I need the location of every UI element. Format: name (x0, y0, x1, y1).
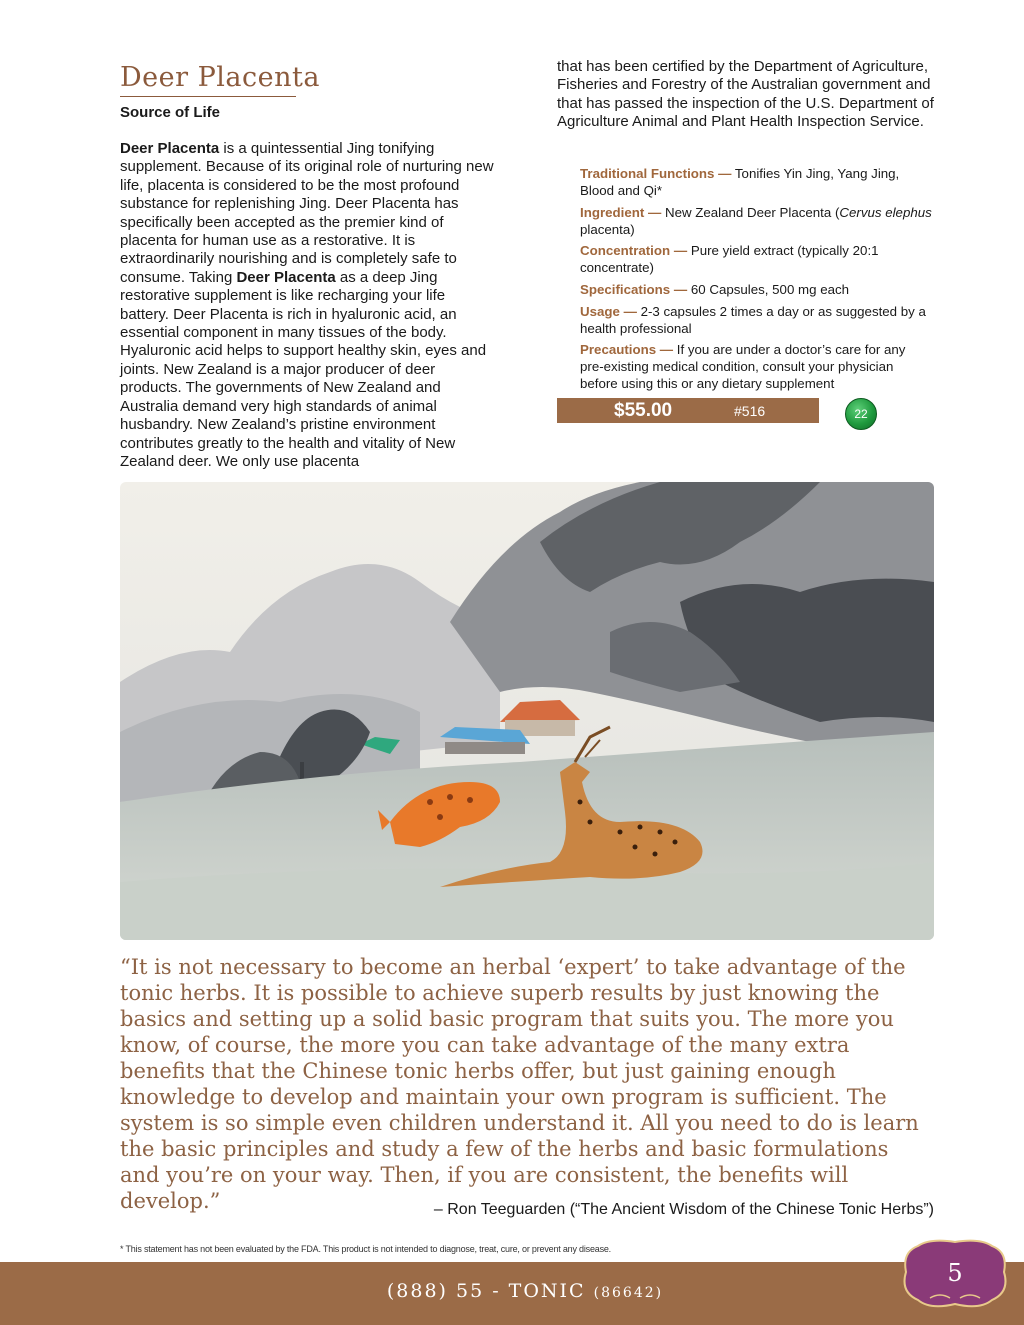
spec-specifications (580, 282, 932, 299)
quote-attribution: – Ron Teeguarden (“The Ancient Wisdom of the Chinese Tonic Herbs”) (433, 1201, 934, 1218)
spec-value: placenta) (580, 221, 635, 237)
description-text-2: as a deep Jing restorative supplement is like recharging your life battery. Deer Placenta is rich in hyaluronic acid, an essential component in many tissues of the body. Hyaluronic acid helps to support healthy skin, eyes and joints. New Zealand is a major producer of deer products. The governments of New Zealand and Australia demand very high standards of animal husbandry. New Zealand’s pristine environment contributes greatly to the health and vitality of New Zealand deer. We only use placenta (120, 268, 487, 470)
title-underline (120, 96, 296, 97)
spec-traditional-functions (580, 166, 932, 200)
spec-label: Usage — (580, 304, 637, 319)
spec-value: Tonifies Yin Jing, Yang Jing, Blood and Qi* (580, 166, 900, 198)
spec-concentration (580, 243, 932, 277)
spec-label: Precautions — (580, 342, 674, 357)
description-text-1: is a quintessential Jing tonifying supplement. Because of its original role of nurturing new life, placenta is considered to be the most profound substance for replenishing Jing. Deer Placenta has specifically been accepted as the premier kind of placenta for human use as a restorative. It is extraordinarily nourishing and is completely safe to consume. Taking (120, 140, 494, 286)
spec-label: Specifications — (580, 282, 688, 297)
spec-value: Pure yield extract (typically 20:1 concentrate) (580, 243, 879, 275)
price-bar (557, 398, 819, 423)
page-number: 5 (947, 1259, 963, 1287)
spec-value: New Zealand Deer Placenta ( (661, 205, 840, 220)
fda-disclaimer: * This statement has not been evaluated by the FDA. This product is not intended to diagnose, treat, cure, or prevent any disease. (120, 1244, 611, 1254)
spec-label: Concentration — (580, 243, 688, 258)
spec-value: 60 Capsules, 500 mg each (687, 282, 850, 297)
spec-latin-name: Cervus elephus (839, 205, 932, 220)
phone-main: (888) 55 - TONIC (386, 1280, 586, 1302)
item-number: #516 (734, 403, 766, 419)
phone-number (0, 1280, 1024, 1302)
spec-label: Traditional Functions — (580, 166, 732, 181)
deer-landscape-painting (120, 482, 934, 940)
spec-ingredient (580, 205, 932, 239)
spec-value: 2-3 capsules 2 times a day or as suggested by a health professional (580, 304, 926, 336)
catalog-badge-icon: 22 (845, 398, 877, 430)
product-name-bold-2: Deer Placenta (236, 268, 336, 286)
spec-value: If you are under a doctor’s care for any pre-existing medical condition, consult your physician before using this or any dietary supplement (580, 342, 906, 391)
testimonial-quote: “It is not necessary to become an herbal ‘expert’ to take advantage of the tonic herbs. It is possible to achieve superb results by just knowing the basics and setting up a solid basic program that suits you. The more you know, of course, the more you can take advantage of the many extra benefits that the Chinese tonic herbs offer, but just gaining enough knowledge to develop and maintain your own program is sufficient. The system is so simple even children understand it. All you need to do is learn the basic principles and study a few of the herbs and basic formulations and you’re on your way. Then, if you are consistent, the benefits will develop.” (120, 955, 919, 1213)
product-subtitle: Source of Life (120, 104, 221, 121)
spec-label: Ingredient — (580, 205, 662, 220)
product-description (120, 140, 498, 471)
description-continued: that has been certified by the Department of Agriculture, Fisheries and Forestry of the Australian government and that has passed the inspection of the U.S. Department of Agriculture Animal and Plant Health Inspection Service. (557, 58, 934, 131)
spec-usage (580, 304, 932, 338)
product-name-bold: Deer Placenta (120, 140, 220, 157)
phone-digits: (86642) (593, 1285, 664, 1301)
spec-precautions (580, 342, 932, 393)
product-title: Deer Placenta (120, 62, 320, 93)
price: $55.00 (614, 400, 673, 421)
